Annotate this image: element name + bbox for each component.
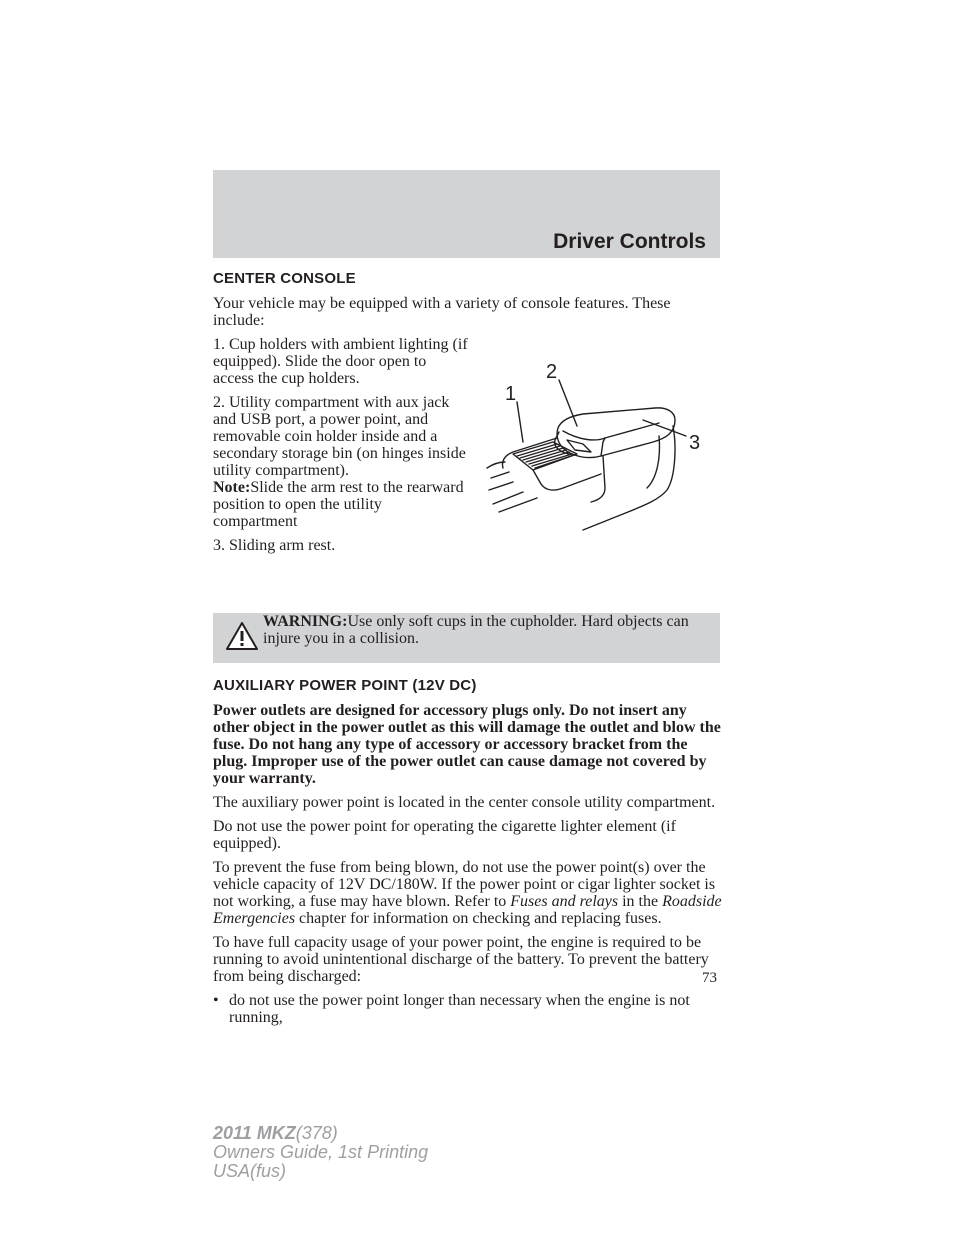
console-item-2: 2. Utility compartment with aux jack and USB port, a power point, and removable coin holder inside and a secondary storage bin (on hinges inside utility compartment). (213, 394, 466, 479)
fuse-text-a: To prevent the fuse from being blown, do not use the power point(s) over the vehicle capacity of 12V DC/180W. If the power point or cigar lighter socket is not working, a fuse may have blown. Refer to (213, 859, 716, 910)
callout-1: 1 (505, 383, 517, 405)
fuse-text-b: in the (622, 893, 659, 910)
console-features-block (213, 336, 723, 604)
roadside-emergencies-ref: Roadside Emergencies (213, 893, 722, 927)
fuse-text-c: chapter for information on checking and replacing fuses. (299, 910, 662, 927)
footer-market: USA (213, 1161, 251, 1181)
aux-power-fuse-paragraph (213, 859, 723, 927)
console-item-3: 3. Sliding arm rest. (213, 537, 336, 554)
aux-power-caution: Power outlets are designed for accessory plugs only. Do not insert any other object in the power outlet as this will damage the outlet and blow the fuse. Do not hang any type of accessory or accessory bracket from the plug. Improper use of the power outlet can cause damage not covered by your warranty. (213, 702, 721, 787)
warning-text (263, 613, 703, 647)
center-console-heading: CENTER CONSOLE (213, 270, 356, 287)
aux-power-heading: AUXILIARY POWER POINT (12V DC) (213, 677, 477, 694)
footer-line-3 (213, 1162, 428, 1181)
console-note (213, 479, 468, 530)
console-item-1: 1. Cup holders with ambient lighting (if equipped). Slide the door open to access the cup holders. (213, 336, 468, 387)
chapter-header-band (213, 170, 720, 258)
footer-line-1 (213, 1124, 428, 1143)
center-console-intro: Your vehicle may be equipped with a variety of console features. These include: (213, 295, 671, 329)
chapter-title: Driver Controls (553, 230, 706, 253)
page-content (213, 270, 723, 1026)
aux-power-capacity-paragraph: To have full capacity usage of your power point, the engine is required to be running to avoid unintentional discharge of the battery. To prevent the battery from being discharged: (213, 934, 709, 985)
footer-code: (378) (295, 1123, 338, 1143)
aux-power-location: The auxiliary power point is located in the center console utility compartment. (213, 794, 716, 811)
footer-market-code: (fus) (250, 1161, 287, 1181)
warning-box (213, 613, 720, 663)
list-item (213, 992, 723, 1026)
note-text: Slide the arm rest to the rearward position to open the utility compartment (213, 479, 464, 530)
warning-triangle-icon (225, 621, 259, 651)
console-features-list (213, 336, 468, 554)
callout-2: 2 (546, 361, 558, 383)
note-label: Note: (213, 479, 251, 496)
aux-power-lighter-note: Do not use the power point for operating the cigarette lighter element (if equipped). (213, 818, 676, 852)
warning-label: WARNING: (263, 613, 348, 630)
print-footer (213, 1124, 428, 1181)
callout-3: 3 (689, 432, 701, 454)
bullet-text: do not use the power point longer than necessary when the engine is not running, (229, 992, 690, 1026)
bullet-marker: • (213, 992, 219, 1009)
page-number: 73 (702, 970, 717, 986)
warning-message: Use only soft cups in the cupholder. Hard objects can injure you in a collision. (263, 613, 689, 647)
footer-model: 2011 MKZ (213, 1123, 296, 1143)
footer-line-2: Owners Guide, 1st Printing (213, 1142, 429, 1162)
center-console-illustration (483, 328, 723, 550)
fuses-relays-ref: Fuses and relays (510, 893, 619, 910)
